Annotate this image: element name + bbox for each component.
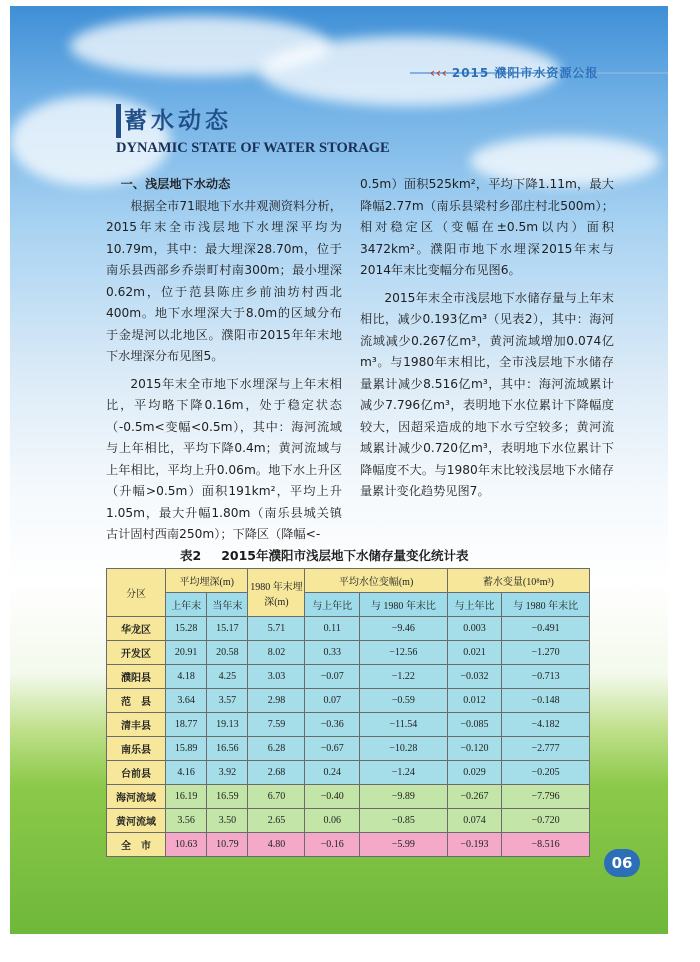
table-cell: −0.205 — [502, 761, 590, 785]
table-cell: 0.33 — [305, 641, 360, 665]
header-region: 分区 — [107, 569, 166, 617]
table-row — [107, 737, 590, 761]
table-cell: −0.720 — [502, 809, 590, 833]
table-number: 表2 — [180, 548, 202, 563]
header-level-change: 平均水位变幅(m) — [305, 569, 447, 593]
table-cell: −0.193 — [447, 833, 502, 857]
table-cell: 10.63 — [166, 833, 207, 857]
table-cell: 0.24 — [305, 761, 360, 785]
report-header — [430, 64, 668, 86]
row-region-name: 开发区 — [107, 641, 166, 665]
table-cell: −5.99 — [359, 833, 447, 857]
table-cell: 3.57 — [207, 689, 248, 713]
table-cell: 2.68 — [248, 761, 305, 785]
table-cell: −0.713 — [502, 665, 590, 689]
table-cell: 15.89 — [166, 737, 207, 761]
table-cell: 0.003 — [447, 617, 502, 641]
table-cell: −1.22 — [359, 665, 447, 689]
table-cell: −8.516 — [502, 833, 590, 857]
table-cell: −0.267 — [447, 785, 502, 809]
table-cell: 3.50 — [207, 809, 248, 833]
subsection-heading: 一、浅层地下水动态 — [120, 177, 231, 191]
table-cell: 0.11 — [305, 617, 360, 641]
table-cell: 3.64 — [166, 689, 207, 713]
table-cell: 16.59 — [207, 785, 248, 809]
row-region-name: 黄河流域 — [107, 809, 166, 833]
table-cell: −9.89 — [359, 785, 447, 809]
row-region-name: 南乐县 — [107, 737, 166, 761]
header-vs-prev-storage: 与上年比 — [447, 593, 502, 617]
table-cell: −0.148 — [502, 689, 590, 713]
table-cell: 0.021 — [447, 641, 502, 665]
table-cell: 19.13 — [207, 713, 248, 737]
table-cell: 0.07 — [305, 689, 360, 713]
table-row — [107, 713, 590, 737]
table-cell: −4.182 — [502, 713, 590, 737]
table-row — [107, 689, 590, 713]
table-cell: −0.85 — [359, 809, 447, 833]
table-cell: −0.120 — [447, 737, 502, 761]
table-caption — [180, 546, 489, 564]
table-cell: −0.491 — [502, 617, 590, 641]
table-row — [107, 617, 590, 641]
header-prev-end: 上年末 — [166, 593, 207, 617]
table-cell: 3.56 — [166, 809, 207, 833]
text-column-left — [106, 174, 342, 546]
table-cell: 4.80 — [248, 833, 305, 857]
table-row — [107, 641, 590, 665]
table-cell: 2.98 — [248, 689, 305, 713]
row-region-name: 华龙区 — [107, 617, 166, 641]
text-column-right — [360, 174, 614, 503]
table-cell: 4.25 — [207, 665, 248, 689]
table-cell: −7.796 — [502, 785, 590, 809]
table-cell: 3.03 — [248, 665, 305, 689]
table-cell: −0.07 — [305, 665, 360, 689]
table-cell: −0.085 — [447, 713, 502, 737]
row-region-name: 清丰县 — [107, 713, 166, 737]
row-region-name: 海河流域 — [107, 785, 166, 809]
table-cell: −0.40 — [305, 785, 360, 809]
header-depth-1980: 1980 年末埋深(m) — [248, 569, 305, 617]
table-cell: 20.91 — [166, 641, 207, 665]
header-series: 2015 濮阳市水资源公报 — [451, 66, 599, 80]
row-region-name: 全 市 — [107, 833, 166, 857]
table-cell: −1.24 — [359, 761, 447, 785]
table-cell: −11.54 — [359, 713, 447, 737]
table-cell: −12.56 — [359, 641, 447, 665]
header-vs-prev: 与上年比 — [305, 593, 360, 617]
table-cell: 16.19 — [166, 785, 207, 809]
table-cell: −0.36 — [305, 713, 360, 737]
report-page — [10, 6, 668, 934]
table-row — [107, 665, 590, 689]
paragraph: 2015年末全市地下水埋深与上年末相比，平均略下降0.16m，处于稳定状态（-0.5m<变幅<0.5m），其中：海河流域与上年相比，平均下降0.4m；黄河流域与上年相比，平均上升0.06m。地下水上升区（升幅>0.5m）面积191km²，平均上升1.05m，最大升幅1.80m（南乐县城关镇古计固村西南250m）；下降区（降幅<- — [106, 376, 342, 541]
table-cell: −0.59 — [359, 689, 447, 713]
table-cell: 2.65 — [248, 809, 305, 833]
table-cell: 18.77 — [166, 713, 207, 737]
table-cell: 7.59 — [248, 713, 305, 737]
table-cell: 16.56 — [207, 737, 248, 761]
row-region-name: 濮阳县 — [107, 665, 166, 689]
paragraph: 0.5m）面积525km²，平均下降1.11m，最大降幅2.77m（南乐县梁村乡邵庄村北500m）；相对稳定区（变幅在±0.5m以内）面积3472km²。濮阳市地下水埋深2015年末与2014年末比变幅分布见图6。 — [360, 177, 614, 277]
table-cell: −9.46 — [359, 617, 447, 641]
table-cell: 8.02 — [248, 641, 305, 665]
paragraph: 根据全市71眼地下水井观测资料分析，2015年末全市浅层地下水埋深平均为10.79m，其中：最大埋深28.70m，位于南乐县西部乡乔崇町村南300m；最小埋深0.62m，位于范县陈庄乡前油坊村西北400m。地下水埋深大于8.0m的区域分布于金堤河以北地区。濮阳市2015年年末地下水埋深分布见图5。 — [106, 198, 342, 363]
header-storage-change: 蓄水变量(10⁸m³) — [447, 569, 589, 593]
table-cell: 4.16 — [166, 761, 207, 785]
table-cell: 5.71 — [248, 617, 305, 641]
header-dots-icon: ‹‹‹ — [430, 66, 448, 80]
table-cell: 15.17 — [207, 617, 248, 641]
table-cell: 0.074 — [447, 809, 502, 833]
table-row — [107, 809, 590, 833]
table-cell: −0.16 — [305, 833, 360, 857]
section-title-en: DYNAMIC STATE OF WATER STORAGE — [116, 140, 390, 156]
table-cell: 4.18 — [166, 665, 207, 689]
table-cell: 15.28 — [166, 617, 207, 641]
table-cell: −1.270 — [502, 641, 590, 665]
table-cell: −0.032 — [447, 665, 502, 689]
page-number: 06 — [604, 849, 640, 877]
storage-change-table — [106, 568, 590, 857]
table-row — [107, 785, 590, 809]
table-cell: −2.777 — [502, 737, 590, 761]
table-cell: 3.92 — [207, 761, 248, 785]
table-cell: 0.012 — [447, 689, 502, 713]
table-cell: 20.58 — [207, 641, 248, 665]
row-region-name: 范 县 — [107, 689, 166, 713]
table-cell: −0.67 — [305, 737, 360, 761]
table-cell: 10.79 — [207, 833, 248, 857]
table-title: 2015年濮阳市浅层地下水储存量变化统计表 — [221, 548, 469, 563]
header-this-end: 当年末 — [207, 593, 248, 617]
header-vs-1980: 与 1980 年末比 — [359, 593, 447, 617]
header-vs-1980-storage: 与 1980 年末比 — [502, 593, 590, 617]
table-cell: 0.06 — [305, 809, 360, 833]
row-region-name: 台前县 — [107, 761, 166, 785]
table-cell: 6.70 — [248, 785, 305, 809]
title-accent-bar — [116, 104, 121, 138]
header-avg-depth: 平均埋深(m) — [166, 569, 248, 593]
table-row — [107, 761, 590, 785]
table-cell: 6.28 — [248, 737, 305, 761]
table-cell: −10.28 — [359, 737, 447, 761]
table-row-total — [107, 833, 590, 857]
table-cell: 0.029 — [447, 761, 502, 785]
section-title-zh: 蓄水动态 — [124, 107, 232, 134]
paragraph: 2015年末全市浅层地下水储存量与上年末相比，减少0.193亿m³（见表2），其中：海河流域减少0.267亿m³，黄河流域增加0.074亿m³。与1980年末相比，全市浅层地下水储存量累计减少8.516亿m³，其中：海河流域累计减少7.796亿m³，表明地下水位累计下降幅度较大，因超采造成的地下水亏空较多；黄河流域累计减少0.720亿m³，表明地下水位累计下降幅度不大。与1980年末比较浅层地下水储存量累计变化趋势见图7。 — [360, 290, 614, 498]
